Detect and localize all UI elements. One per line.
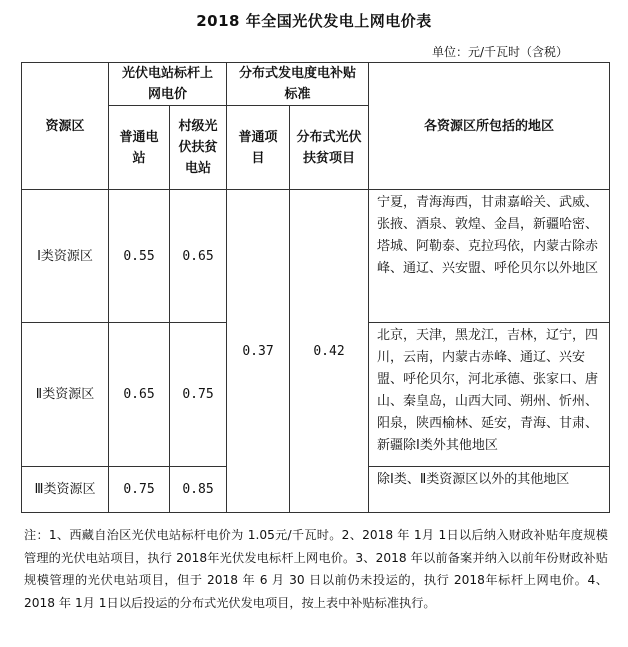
header-zone: 资源区	[22, 63, 109, 190]
regions-cell: 北京，天津，黑龙江，吉林，辽宁，四川，云南，内蒙古赤峰、通辽、兴安盟、呼伦贝尔，河北承德、张家口、唐山、秦皇岛，山西大同、朔州、忻州、阳泉，陕西榆林、延安，青海、甘肃、新疆除Ⅰ类外其他地区	[369, 323, 610, 467]
ordinary-project-value: 0.37	[227, 190, 290, 513]
header-distributed-group: 分布式发电度电补贴标准	[227, 63, 369, 106]
zone-cell: Ⅱ类资源区	[22, 323, 109, 467]
header-regions: 各资源区所包括的地区	[369, 63, 610, 190]
ordinary-station-value: 0.65	[109, 323, 170, 467]
footnote: 注：1、西藏自治区光伏电站标杆电价为 1.05元/千瓦时。2、2018 年 1月 1日以后纳入财政补贴年度规模管理的光伏电站项目，执行 2018年光伏发电标杆上网电价。3、2018 年以前备案并纳入以前年份财政补贴规模管理的光伏电站项目，但于 2018 年 6 月 30 日以前仍未投运的，执行 2018年标杆上网电价。4、2018 年 1月 1日以后投运的分布式光伏发电项目，按上表中补贴标准执行。	[24, 528, 608, 610]
village-poverty-value: 0.65	[170, 190, 227, 323]
ordinary-station-value: 0.75	[109, 467, 170, 513]
village-poverty-value: 0.85	[170, 467, 227, 513]
page-title: 2018 年全国光伏发电上网电价表	[196, 12, 432, 30]
header-village-poverty: 村级光伏扶贫电站	[170, 106, 227, 190]
zone-cell: Ⅲ类资源区	[22, 467, 109, 513]
regions-cell: 宁夏，青海海西，甘肃嘉峪关、武威、张掖、酒泉、敦煌、金昌，新疆哈密、塔城、阿勒泰、克拉玛依，内蒙古除赤峰、通辽、兴安盟、呼伦贝尔以外地区	[369, 190, 610, 323]
table-row	[22, 190, 610, 323]
village-poverty-value: 0.75	[170, 323, 227, 467]
header-row	[22, 63, 610, 106]
regions-cell: 除Ⅰ类、Ⅱ类资源区以外的其他地区	[369, 467, 610, 513]
zone-cell: Ⅰ类资源区	[22, 190, 109, 323]
header-distributed-poverty: 分布式光伏扶贫项目	[290, 106, 369, 190]
ordinary-station-value: 0.55	[109, 190, 170, 323]
header-station-group: 光伏电站标杆上网电价	[109, 63, 227, 106]
unit-label: 单位：元/千瓦时（含税）	[431, 45, 568, 59]
price-table	[21, 62, 610, 513]
header-ordinary-station: 普通电站	[109, 106, 170, 190]
distributed-poverty-value: 0.42	[290, 190, 369, 513]
header-ordinary-project: 普通项目	[227, 106, 290, 190]
